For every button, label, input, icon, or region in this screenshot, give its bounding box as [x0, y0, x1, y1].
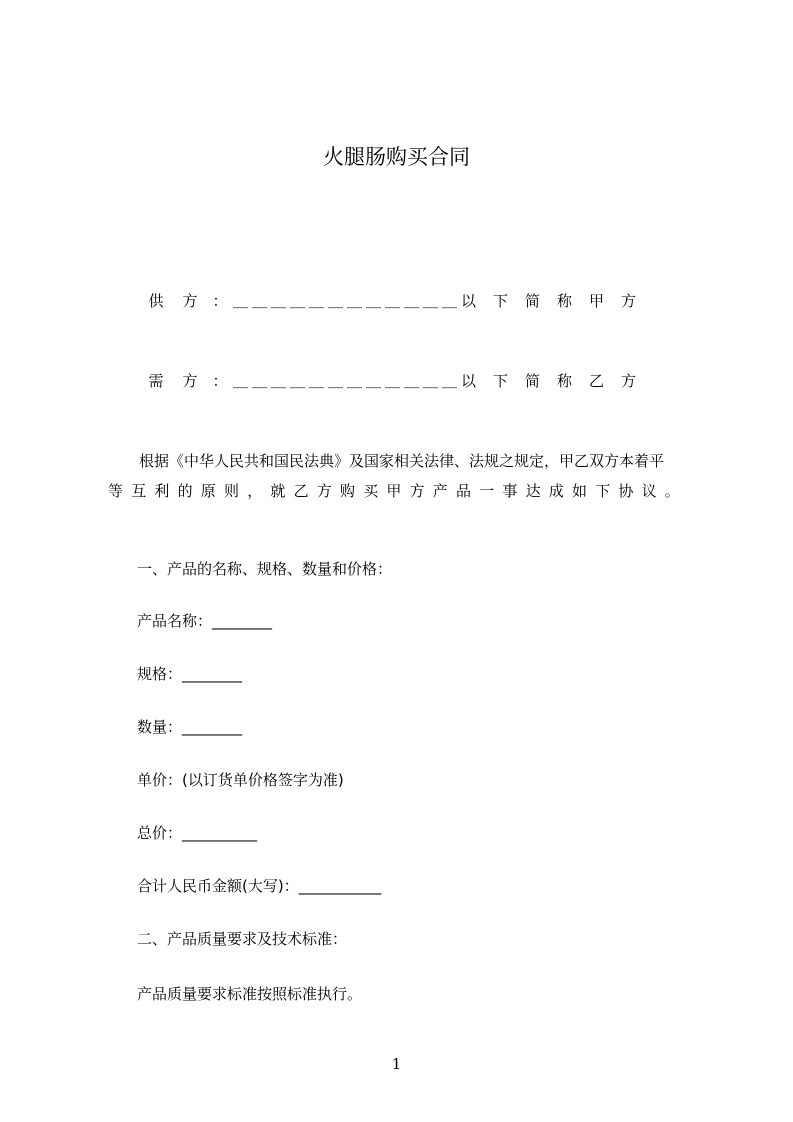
- spec-field: 规格：________: [137, 665, 243, 683]
- intro-paragraph-line-1: 根据《中华人民共和国民法典》及国家相关法律、法规之规定，甲乙双方本着平: [139, 452, 665, 470]
- buyer-label-char-1: 需: [148, 372, 164, 390]
- buyer-blank: ＿＿＿＿＿＿＿＿＿＿＿＿: [233, 372, 462, 390]
- supplier-blank: ＿＿＿＿＿＿＿＿＿＿＿＿: [233, 292, 462, 310]
- buyer-label-char-2: 方: [182, 372, 198, 390]
- quantity-field: 数量：________: [137, 718, 243, 736]
- section-1-heading: 一、产品的名称、规格、数量和价格：: [137, 560, 393, 578]
- quality-text: 产品质量要求标准按照标准执行。: [137, 985, 363, 1003]
- document-title: 火腿肠购买合同: [323, 145, 470, 169]
- supplier-label-char-1: 供: [148, 292, 164, 310]
- unit-price-field: 单价：(以订货单价格签字为准): [137, 771, 344, 789]
- total-rmb-field: 合计人民币金额(大写)：___________: [137, 877, 382, 895]
- buyer-suffix: 以下简称乙方: [461, 372, 654, 390]
- total-price-field: 总价：__________: [137, 824, 258, 842]
- page-number: 1: [391, 1055, 402, 1073]
- buyer-colon: ：: [212, 372, 228, 390]
- section-2-heading: 二、产品质量要求及技术标准：: [137, 930, 348, 948]
- supplier-suffix: 以下简称甲方: [461, 292, 654, 310]
- supplier-colon: ：: [212, 292, 228, 310]
- supplier-label-char-2: 方: [182, 292, 198, 310]
- supplier-line: [139, 290, 653, 312]
- buyer-line: [139, 370, 653, 392]
- intro-paragraph-line-2: 等互利的原则，就乙方购买甲方产品一事达成如下协议。: [108, 482, 689, 500]
- product-name-field: 产品名称：________: [137, 612, 273, 630]
